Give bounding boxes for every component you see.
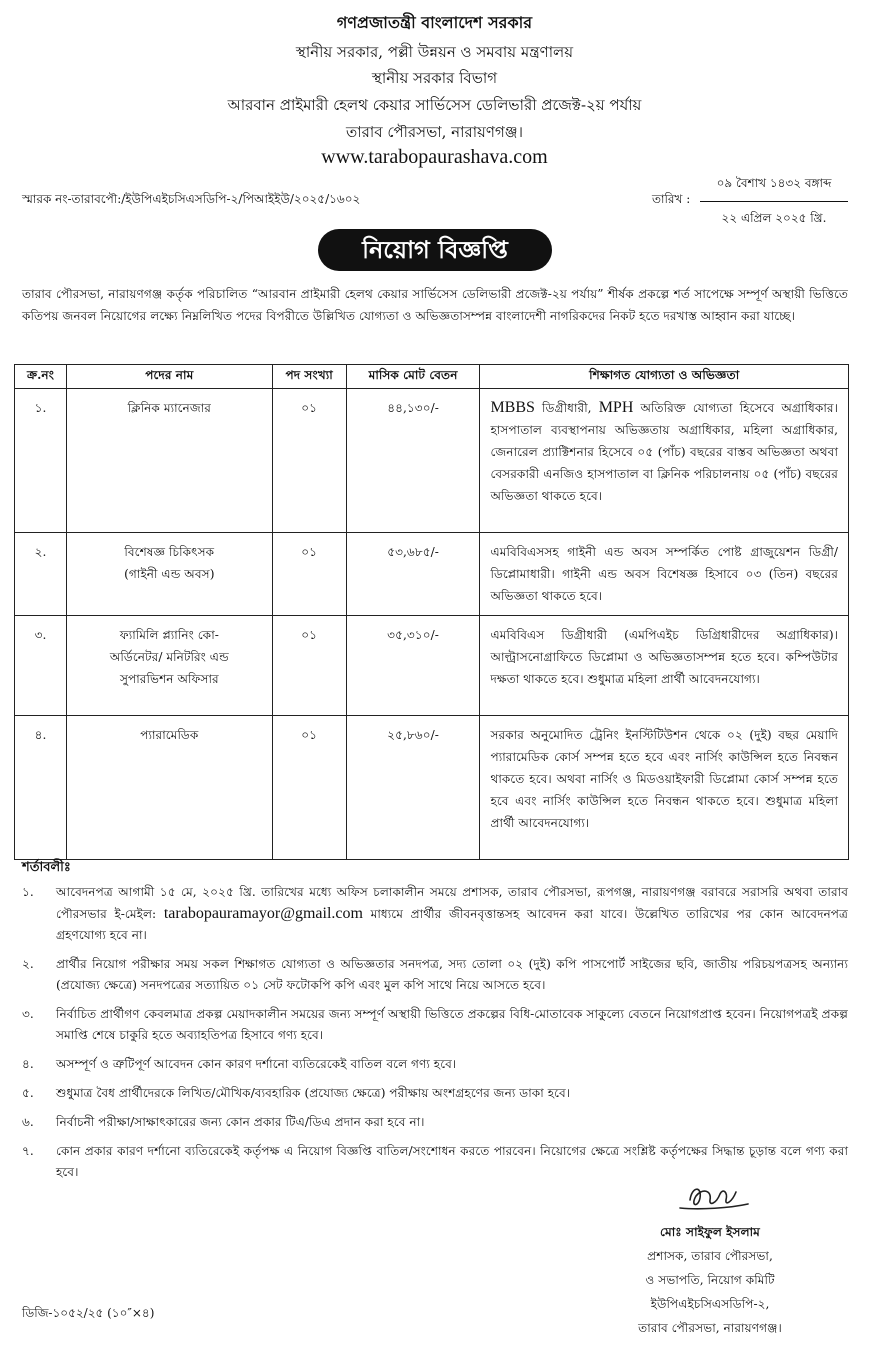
table-row [15, 616, 849, 716]
header-website: www.tarabopaurashava.com [321, 146, 548, 168]
cell-post [66, 616, 272, 716]
condition-text-a: আবেদনপত্র আগামী ১৫ মে, ২০২৫ খ্রি. তারিখের মধ্যে অফিস চলাকালীন সময়ে প্রশাসক, তারাব পৌরসভা, রূপগঞ্জ, নারায়ণগঞ্জ বরাবরে সরাসরি অথবা তারাব পৌরসভার ই-মেইল: [56, 885, 848, 921]
col-header-qualification: শিক্ষাগত যোগ্যতা ও অভিজ্ঞতা [480, 365, 849, 389]
post-line: ফ্যামিলি প্ল্যানিং কো- [119, 628, 219, 642]
condition-text: কোন প্রকার কারণ দর্শানো ব্যতিরেকেই কর্তৃপক্ষ এ নিয়োগ বিজ্ঞপ্তি বাতিল/সংশোধন করতে পারবেন। নিয়োগের ক্ষেত্রে সংশ্লিষ্ট কর্তৃপক্ষের সিদ্ধান্ত চূড়ান্ত বলে গণ্য করা হবে। [56, 1144, 848, 1179]
condition-number: ৫. [22, 1086, 34, 1100]
header-project: আরবান প্রাইমারী হেলথ কেয়ার সার্ভিসেস ডেলিভারী প্রজেক্ট-২য় পর্যায় [227, 96, 642, 114]
signer-office: তারাব পৌরসভা, নারায়ণগঞ্জ। [638, 1321, 782, 1335]
cell-post: প্যারামেডিক [66, 716, 272, 860]
memo-dates [700, 175, 848, 230]
cell-sl: ৩. [15, 616, 67, 716]
list-item [22, 882, 848, 946]
cell-post [66, 533, 272, 616]
post-line: সুপারভিশন অফিসার [119, 672, 219, 686]
cell-qualification [480, 389, 849, 533]
cell-count: ০১ [272, 616, 346, 716]
header-municipality: তারাব পৌরসভা, নারায়ণগঞ্জ। [346, 123, 523, 141]
condition-number: ৭. [22, 1144, 34, 1158]
cell-qualification: এমবিবিএস ডিগ্রীধারী (এমপিএইচ ডিগ্রিধারীদের অগ্রাধিকার)। আল্ট্রাসনোগ্রাফিতে ডিপ্লোমা ও অভিজ্ঞতাসম্পন্ন হতে হবে। কম্পিউটার দক্ষতা থাকতে হবে। শুধুমাত্র মহিলা প্রার্থী আবেদনযোগ্য। [480, 616, 849, 716]
conditions-title: শর্তাবলীঃ [22, 860, 71, 875]
signer-designation: প্রশাসক, তারাব পৌরসভা, [647, 1249, 773, 1263]
signature-image [620, 1180, 800, 1214]
date-bangla: ০৯ বৈশাখ ১৪৩২ বঙ্গাব্দ [700, 175, 848, 202]
list-item [22, 1112, 848, 1133]
qual-text-b: অতিরিক্ত যোগ্যতা হিসেবে অগ্রাধিকার। হাসপাতাল ব্যবস্থাপনায় অভিজ্ঞতায় অগ্রাধিকার, মহিলা অগ্রাধিকার, জেনারেল প্র্যাক্টিশনার হিসেবে ০৫ (পাঁচ) বছরের বাস্তব অভিজ্ঞতা অথবা বেসরকারী এনজিও হাসপাতাল বা ক্লিনিক পরিচালনায় ০৫ (পাঁচ) বছরের অভিজ্ঞতা থাকতে হবে। [490, 401, 838, 503]
date-label: তারিখ : [652, 192, 691, 206]
cell-count: ০১ [272, 716, 346, 860]
cell-qualification: সরকার অনুমোদিত ট্রেনিং ইনস্টিটিউশন থেকে ০২ (দুই) বছর মেয়াদি প্যারামেডিক কোর্স সম্পন্ন হতে হবে এবং নার্সিং কাউন্সিল হতে নিবন্ধন থাকতে হবে। অথবা নার্সিং ও মিডওয়াইফারী ডিপ্লোমা কোর্স সম্পন্ন হতে হবে এবং নার্সিং কাউন্সিল হতে নিবন্ধন থাকতে হবে। শুধুমাত্র মহিলা প্রার্থী আবেদনযোগ্য। [480, 716, 849, 860]
col-header-sl: ক্র.নং [15, 365, 67, 389]
condition-text: নির্বাচনী পরীক্ষা/সাক্ষাৎকারের জন্য কোন প্রকার টিএ/ডিএ প্রদান করা হবে না। [56, 1115, 425, 1129]
cell-sl: ২. [15, 533, 67, 616]
qual-text-a: ডিগ্রীধারী, [534, 401, 599, 415]
cell-salary: ২৫,৮৬০/- [346, 716, 480, 860]
list-item [22, 1054, 848, 1075]
condition-number: ৪. [22, 1057, 34, 1071]
list-item [22, 1083, 848, 1104]
condition-number: ১. [22, 885, 34, 899]
table-header-row [15, 365, 849, 389]
table-row [15, 389, 849, 533]
post-line: বিশেষজ্ঞ চিকিৎসক [124, 545, 215, 559]
cell-post: ক্লিনিক ম্যানেজার [66, 389, 272, 533]
cell-count: ০১ [272, 389, 346, 533]
footer-reference: ডিজি-১০৫২/২৫ (১০″×৪) [22, 1306, 155, 1320]
condition-number: ২. [22, 957, 34, 971]
condition-number: ৩. [22, 1007, 34, 1021]
header-division: স্থানীয় সরকার বিভাগ [371, 69, 498, 87]
cell-salary: ৩৫,৩১০/- [346, 616, 480, 716]
table-row [15, 533, 849, 616]
signer-committee: ও সভাপতি, নিয়োগ কমিটি [645, 1273, 775, 1287]
condition-number: ৬. [22, 1115, 34, 1129]
list-item [22, 1004, 848, 1046]
cell-count: ০১ [272, 533, 346, 616]
condition-text: প্রার্থীর নিয়োগ পরীক্ষার সময় সকল শিক্ষাগত যোগ্যতা ও অভিজ্ঞতার সনদপত্র, সদ্য তোলা ০২ (দুই) কপি পাসপোর্ট সাইজের ছবি, জাতীয় পরিচয়পত্রসহ অন্যান্য (প্রযোজ্য ক্ষেত্রে) সনদপত্রের সত্যায়িত ০১ সেট ফটোকপি কপি এবং মুল কপি সাথে নিয়ে আসতে হবে। [56, 957, 848, 992]
col-header-count: পদ সংখ্যা [272, 365, 346, 389]
date-english: ২২ এপ্রিল ২০২৫ খ্রি. [721, 211, 827, 225]
condition-text-b: মাধ্যমে প্রার্থীর জীবনবৃত্তান্তসহ আবেদন করা যাবে। উল্লেখিত তারিখের পর কোন আবেদনপত্র গ্রহণযোগ্য হবে না। [56, 907, 848, 942]
post-line: (গাইনী এন্ড অবস) [124, 567, 215, 581]
list-item [22, 1141, 848, 1183]
notice-title: নিয়োগ বিজ্ঞপ্তি [318, 229, 552, 271]
col-header-post: পদের নাম [66, 365, 272, 389]
cell-qualification: এমবিবিএসসহ গাইনী এন্ড অবস সম্পর্কিত পোষ্ট গ্রাজুয়েশন ডিগ্রী/ডিপ্লোমাধারী। গাইনী এন্ড অবস বিশেষজ্ঞ হিসাবে ০৩ (তিন) বছরের অভিজ্ঞতা থাকতে হবে। [480, 533, 849, 616]
qual-mbbs: MBBS [490, 399, 535, 416]
qual-mph: MPH [598, 399, 634, 416]
email-address: tarabopauramayor@gmail.com [163, 905, 363, 922]
memo-number: স্মারক নং-তারাবপৌ:/ইউপিএইচসিএসডিপি-২/পিআইইউ/২০২৫/১৬০২ [22, 192, 361, 206]
conditions-list [22, 882, 848, 1191]
post-line: অর্ডিনেটর/ মনিটরিং এন্ড [109, 650, 229, 664]
col-header-salary: মাসিক মোট বেতন [346, 365, 480, 389]
table-row [15, 716, 849, 860]
intro-paragraph: তারাব পৌরসভা, নারায়ণগঞ্জ কর্তৃক পরিচালিত “আরবান প্রাইমারী হেলথ কেয়ার সার্ভিসেস ডেলিভারী প্রজেক্ট-২য় পর্যায়” শীর্ষক প্রকল্পে শর্ত সাপেক্ষে সম্পূর্ণ অস্থায়ী ভিত্তিতে কতিপয় জনবল নিয়োগের লক্ষ্যে নিম্নলিখিত পদের বিপরীতে উল্লিখিত যোগ্যতা ও অভিজ্ঞতাসম্পন্ন বাংলাদেশী নাগরিকদের নিকট হতে দরখাস্ত আহ্বান করা যাচ্ছে। [22, 287, 848, 323]
condition-text: অসম্পূর্ণ ও ত্রুটিপূর্ণ আবেদন কোন কারণ দর্শানো ব্যতিরেকেই বাতিল বলে গণ্য হবে। [56, 1057, 457, 1071]
cell-salary: ৫৩,৬৮৫/- [346, 533, 480, 616]
signer-block [560, 1220, 860, 1340]
condition-text: নির্বাচিত প্রার্থীগণ কেবলমাত্র প্রকল্প মেয়াদকালীন সময়ের জন্য সম্পূর্ণ অস্থায়ী ভিত্তিতে প্রকল্পের বিধি-মোতাবেক সাকুল্যে বেতনে নিয়োগপ্রাপ্ত হবেন। নিয়োগপত্রই প্রকল্প সমাপ্তি শেষে চাকুরি হতে অব্যাহতিপত্র হিসাবে গণ্য হবে। [56, 1007, 848, 1042]
header-government: গণপ্রজাতন্ত্রী বাংলাদেশ সরকার [336, 13, 533, 32]
signer-project: ইউপিএইচসিএসডিপি-২, [650, 1297, 770, 1311]
list-item [22, 954, 848, 996]
vacancy-table [14, 364, 849, 860]
condition-text: শুধুমাত্র বৈধ প্রার্থীদেরকে লিখিত/মৌখিক/ব্যবহারিক (প্রযোজ্য ক্ষেত্রে) পরীক্ষায় অংশগ্রহণের জন্য ডাকা হবে। [56, 1086, 571, 1100]
cell-sl: ৪. [15, 716, 67, 860]
condition-text [56, 882, 848, 946]
cell-sl: ১. [15, 389, 67, 533]
header-ministry: স্থানীয় সরকার, পল্লী উন্নয়ন ও সমবায় মন্ত্রণালয় [295, 43, 574, 61]
signer-name: মোঃ সাইফুল ইসলাম [660, 1225, 760, 1239]
cell-salary: ৪৪,১৩০/- [346, 389, 480, 533]
